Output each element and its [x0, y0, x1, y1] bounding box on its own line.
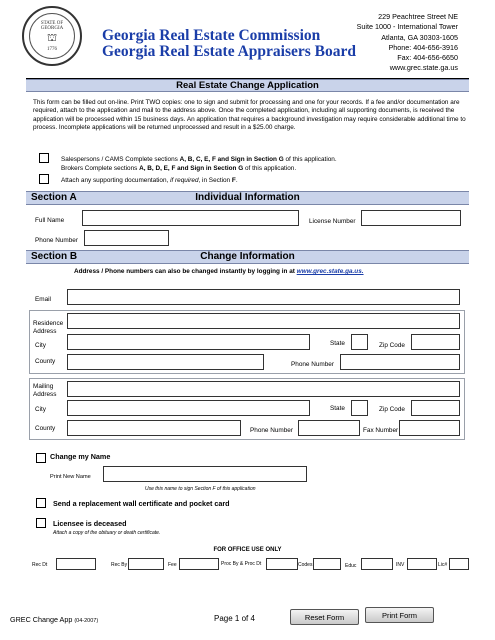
mailing-city-input[interactable]: [67, 400, 310, 416]
licensee-deceased-hint: Attach a copy of the obituary or death certificate.: [53, 530, 161, 536]
office-input-fee[interactable]: [179, 558, 219, 570]
address-website: www.grec.state.ga.us: [389, 63, 458, 72]
office-use-row: [31, 556, 469, 570]
replacement-certificate-checkbox[interactable]: [36, 498, 46, 508]
replacement-certificate-title: Send a replacement wall certificate and pocket card: [53, 499, 230, 508]
mailing-phone-input[interactable]: [298, 420, 360, 436]
reset-form-button[interactable]: Reset Form: [290, 609, 359, 625]
section-a-title: Individual Information: [195, 192, 300, 203]
full-name-input[interactable]: [82, 210, 299, 226]
residence-phone-label: Phone Number: [291, 361, 334, 368]
phone-number-input[interactable]: [84, 230, 169, 246]
mailing-county-label: County: [35, 425, 56, 432]
office-input-proc-by[interactable]: [266, 558, 298, 570]
mailing-state-label: State: [330, 405, 345, 412]
office-field-proc-by: Proc By & Proc Dt: [221, 561, 262, 567]
mailing-fax-input[interactable]: [399, 420, 460, 436]
office-field-educ: Educ: [345, 563, 357, 569]
seal-text: STATE OF GEORGIA: [40, 20, 64, 31]
license-number-label: License Number: [309, 218, 356, 225]
office-input-educ[interactable]: [361, 558, 393, 570]
office-input-rec-dt[interactable]: [56, 558, 96, 570]
page-number: Page 1 of 4: [214, 614, 255, 623]
address-fax: Fax: 404-656-6650: [397, 53, 458, 62]
mailing-zip-input[interactable]: [411, 400, 460, 416]
email-input[interactable]: [67, 289, 460, 305]
change-name-title: Change my Name: [50, 452, 111, 461]
seal-arch-icon: ⛫: [46, 31, 58, 44]
residence-city-label: City: [35, 342, 47, 349]
new-name-input[interactable]: [103, 466, 307, 482]
new-name-hint: Use this name to sign Section F of this application: [145, 486, 256, 492]
residence-zip-label: Zip Code: [379, 342, 405, 349]
agency-name-commission: Georgia Real Estate Commission: [102, 27, 321, 44]
licensee-deceased-checkbox[interactable]: [36, 518, 46, 528]
agency-name-appraisers: Georgia Real Estate Appraisers Board: [102, 43, 357, 60]
office-use-title: FOR OFFICE USE ONLY: [213, 547, 282, 553]
section-a-label: Section A: [31, 192, 77, 203]
salesperson-checkbox[interactable]: [39, 153, 49, 163]
address-phone: Phone: 404-656-3916: [388, 43, 458, 52]
residence-zip-input[interactable]: [411, 334, 460, 350]
residence-state-input[interactable]: [351, 334, 368, 350]
seal-year: 1776: [47, 46, 57, 52]
mailing-state-input[interactable]: [351, 400, 368, 416]
mailing-fax-label: Fax Number: [363, 427, 399, 434]
instruction-salespersons: Salespersons / CAMS Complete sections A, B, C, E, F and Sign in Section G of this application.: [61, 156, 337, 163]
phone-number-label: Phone Number: [35, 237, 78, 244]
mailing-county-input[interactable]: [67, 420, 241, 436]
office-field-lic: Lic#: [438, 562, 448, 568]
mailing-address-input[interactable]: [67, 381, 460, 397]
office-input-inv[interactable]: [407, 558, 437, 570]
office-input-rec-by[interactable]: [128, 558, 164, 570]
section-b-title: Change Information: [200, 251, 295, 262]
licensee-deceased-title: Licensee is deceased: [53, 519, 127, 528]
instruction-brokers: Brokers Complete sections A, B, D, E, F and Sign in Section G of this application.: [61, 165, 297, 172]
residence-state-label: State: [330, 340, 345, 347]
address-suite: Suite 1000 - International Tower: [356, 22, 458, 31]
intro-paragraph: This form can be filled out on-line. Print TWO copies: one to sign and submit for processing and one for your records. If a fee and/or documentation are required, attach to the application and mail to the address above. Once the completed application, including all supporting documents, is received the application will be processed within 15 business days. An application that requires a background investigation may require considerable additional time to process. Incomplete applications will be returned unprocessed and result in a $25.00 charge.: [33, 99, 466, 132]
address-street: 229 Peachtree Street NE: [378, 12, 458, 21]
mailing-city-label: City: [35, 406, 47, 413]
office-input-lic[interactable]: [449, 558, 469, 570]
mailing-phone-label: Phone Number: [250, 427, 293, 434]
email-label: Email: [35, 296, 51, 303]
office-field-fee: Fee: [168, 562, 177, 568]
online-change-notice: Address / Phone numbers can also be changed instantly by logging in at www.grec.state.ga.us.: [74, 268, 364, 275]
residence-address-input[interactable]: [67, 313, 460, 329]
georgia-state-seal: [22, 6, 82, 66]
office-input-codes[interactable]: [313, 558, 341, 570]
license-number-input[interactable]: [361, 210, 461, 226]
residence-city-input[interactable]: [67, 334, 310, 350]
full-name-label: Full Name: [35, 217, 65, 224]
mailing-zip-label: Zip Code: [379, 406, 405, 413]
residence-address-label: Residence Address: [33, 320, 64, 335]
office-field-rec-dt: Rec Dt: [32, 562, 48, 568]
broker-checkbox[interactable]: [39, 174, 49, 184]
office-field-rec-by: Rec By: [111, 562, 128, 568]
residence-phone-input[interactable]: [340, 354, 460, 370]
form-id: GREC Change App (04-2007): [10, 615, 99, 624]
form-title: Real Estate Change Application: [176, 80, 319, 91]
print-form-button[interactable]: Print Form: [365, 607, 434, 623]
office-field-codes: Codes: [298, 562, 313, 568]
change-name-checkbox[interactable]: [36, 453, 46, 463]
address-city: Atlanta, GA 30303-1605: [381, 33, 458, 42]
office-field-inv: INV: [396, 562, 405, 568]
print-new-name-label: Print New Name: [50, 474, 91, 480]
residence-county-input[interactable]: [67, 354, 264, 370]
residence-county-label: County: [35, 358, 56, 365]
instruction-attach: Attach any supporting documentation, if required, in Section F.: [61, 177, 238, 184]
grec-website-link[interactable]: www.grec.state.ga.us.: [296, 268, 364, 275]
section-b-label: Section B: [31, 251, 78, 262]
mailing-address-label: Mailing Address: [33, 383, 57, 398]
